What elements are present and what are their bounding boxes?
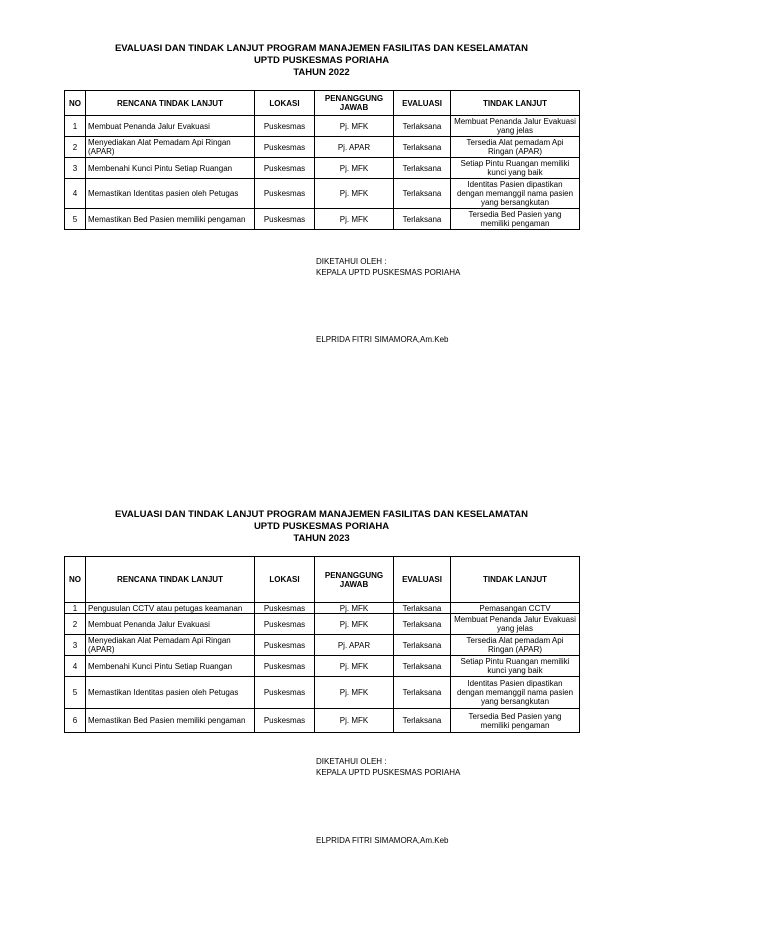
cell-no: 1 <box>65 116 86 137</box>
cell-pj: Pj. APAR <box>315 635 394 656</box>
report-year: TAHUN 2022 <box>293 67 350 78</box>
head-position-label: KEPALA UPTD PUSKESMAS PORIAHA <box>316 768 461 777</box>
header-rencana: RENCANA TINDAK LANJUT <box>86 91 255 116</box>
cell-rencana: Memastikan Identitas pasien oleh Petugas <box>86 179 255 209</box>
table-row <box>65 677 580 709</box>
cell-tindak: Setiap Pintu Ruangan memiliki kunci yang baik <box>451 158 580 179</box>
cell-rencana: Membenahi Kunci Pintu Setiap Ruangan <box>86 158 255 179</box>
cell-evaluasi: Terlaksana <box>394 677 451 709</box>
table-row <box>65 179 580 209</box>
cell-no: 3 <box>65 635 86 656</box>
cell-tindak: Identitas Pasien dipastikan dengan memanggil nama pasien yang bersangkutan <box>451 179 580 209</box>
table-row <box>65 614 580 635</box>
header-no: NO <box>65 91 86 116</box>
cell-rencana: Menyediakan Alat Pemadam Api Ringan (APAR) <box>86 137 255 158</box>
cell-pj: Pj. MFK <box>315 614 394 635</box>
cell-rencana: Membuat Penanda Jalur Evakuasi <box>86 116 255 137</box>
report-subtitle: UPTD PUSKESMAS PORIAHA <box>253 55 390 66</box>
cell-pj: Pj. MFK <box>315 709 394 733</box>
cell-lokasi: Puskesmas <box>255 179 315 209</box>
cell-evaluasi: Terlaksana <box>394 209 451 230</box>
known-by-label: DIKETAHUI OLEH : <box>316 257 387 266</box>
cell-no: 5 <box>65 209 86 230</box>
signatory-name: ELPRIDA FITRI SIMAMORA,Am.Keb <box>316 836 449 845</box>
cell-rencana: Memastikan Bed Pasien memiliki pengaman <box>86 209 255 230</box>
header-penanggung-jawab: PENANGGUNG JAWAB <box>315 91 394 116</box>
header-rencana: RENCANA TINDAK LANJUT <box>86 557 255 603</box>
cell-evaluasi: Terlaksana <box>394 656 451 677</box>
header-lokasi: LOKASI <box>255 91 315 116</box>
report-subtitle: UPTD PUSKESMAS PORIAHA <box>253 521 390 532</box>
cell-rencana: Pengusulan CCTV atau petugas keamanan <box>86 603 255 614</box>
cell-tindak: Setiap Pintu Ruangan memiliki kunci yang baik <box>451 656 580 677</box>
cell-evaluasi: Terlaksana <box>394 179 451 209</box>
table-row <box>65 116 580 137</box>
cell-lokasi: Puskesmas <box>255 209 315 230</box>
header-penanggung-jawab: PENANGGUNG JAWAB <box>315 557 394 603</box>
cell-pj: Pj. APAR <box>315 137 394 158</box>
cell-lokasi: Puskesmas <box>255 603 315 614</box>
cell-evaluasi: Terlaksana <box>394 116 451 137</box>
cell-no: 6 <box>65 709 86 733</box>
cell-pj: Pj. MFK <box>315 179 394 209</box>
signatory-name: ELPRIDA FITRI SIMAMORA,Am.Keb <box>316 335 449 344</box>
cell-lokasi: Puskesmas <box>255 677 315 709</box>
evaluation-table-2022 <box>64 90 580 230</box>
header-no: NO <box>65 557 86 603</box>
cell-pj: Pj. MFK <box>315 158 394 179</box>
cell-tindak: Membuat Penanda Jalur Evakuasi yang jelas <box>451 614 580 635</box>
table-header-row <box>65 557 580 603</box>
cell-evaluasi: Terlaksana <box>394 137 451 158</box>
cell-evaluasi: Terlaksana <box>394 635 451 656</box>
cell-rencana: Menyediakan Alat Pemadam Api Ringan (APAR) <box>86 635 255 656</box>
cell-tindak: Tersedia Bed Pasien yang memiliki pengaman <box>451 209 580 230</box>
cell-rencana: Memastikan Bed Pasien memiliki pengaman <box>86 709 255 733</box>
cell-evaluasi: Terlaksana <box>394 614 451 635</box>
cell-no: 2 <box>65 614 86 635</box>
cell-lokasi: Puskesmas <box>255 614 315 635</box>
cell-evaluasi: Terlaksana <box>394 158 451 179</box>
cell-rencana: Membuat Penanda Jalur Evakuasi <box>86 614 255 635</box>
cell-pj: Pj. MFK <box>315 603 394 614</box>
header-lokasi: LOKASI <box>255 557 315 603</box>
table-row <box>65 209 580 230</box>
evaluation-table-2023 <box>64 556 580 733</box>
cell-pj: Pj. MFK <box>315 677 394 709</box>
header-tindak-lanjut: TINDAK LANJUT <box>451 91 580 116</box>
cell-lokasi: Puskesmas <box>255 116 315 137</box>
table-row <box>65 635 580 656</box>
cell-evaluasi: Terlaksana <box>394 709 451 733</box>
cell-tindak: Identitas Pasien dipastikan dengan memanggil nama pasien yang bersangkutan <box>451 677 580 709</box>
cell-rencana: Memastikan Identitas pasien oleh Petugas <box>86 677 255 709</box>
cell-pj: Pj. MFK <box>315 116 394 137</box>
cell-rencana: Membenahi Kunci Pintu Setiap Ruangan <box>86 656 255 677</box>
cell-no: 5 <box>65 677 86 709</box>
table-row <box>65 158 580 179</box>
cell-lokasi: Puskesmas <box>255 709 315 733</box>
table-row <box>65 137 580 158</box>
cell-lokasi: Puskesmas <box>255 656 315 677</box>
cell-evaluasi: Terlaksana <box>394 603 451 614</box>
cell-lokasi: Puskesmas <box>255 158 315 179</box>
table-header-row <box>65 91 580 116</box>
cell-no: 3 <box>65 158 86 179</box>
cell-tindak: Tersedia Alat pemadam Api Ringan (APAR) <box>451 137 580 158</box>
cell-no: 2 <box>65 137 86 158</box>
table-row <box>65 656 580 677</box>
header-tindak-lanjut: TINDAK LANJUT <box>451 557 580 603</box>
header-evaluasi: EVALUASI <box>394 91 451 116</box>
cell-lokasi: Puskesmas <box>255 635 315 656</box>
table-row <box>65 603 580 614</box>
cell-no: 4 <box>65 179 86 209</box>
cell-no: 4 <box>65 656 86 677</box>
cell-tindak: Pemasangan CCTV <box>451 603 580 614</box>
cell-tindak: Tersedia Bed Pasien yang memiliki pengaman <box>451 709 580 733</box>
cell-tindak: Tersedia Alat pemadam Api Ringan (APAR) <box>451 635 580 656</box>
cell-pj: Pj. MFK <box>315 209 394 230</box>
report-year: TAHUN 2023 <box>293 533 350 544</box>
cell-no: 1 <box>65 603 86 614</box>
head-position-label: KEPALA UPTD PUSKESMAS PORIAHA <box>316 268 461 277</box>
report-title: EVALUASI DAN TINDAK LANJUT PROGRAM MANAJEMEN FASILITAS DAN KESELAMATAN <box>114 509 529 520</box>
cell-lokasi: Puskesmas <box>255 137 315 158</box>
report-title: EVALUASI DAN TINDAK LANJUT PROGRAM MANAJEMEN FASILITAS DAN KESELAMATAN <box>114 43 529 54</box>
cell-pj: Pj. MFK <box>315 656 394 677</box>
header-evaluasi: EVALUASI <box>394 557 451 603</box>
cell-tindak: Membuat Penanda Jalur Evakuasi yang jelas <box>451 116 580 137</box>
table-row <box>65 709 580 733</box>
known-by-label: DIKETAHUI OLEH : <box>316 757 387 766</box>
